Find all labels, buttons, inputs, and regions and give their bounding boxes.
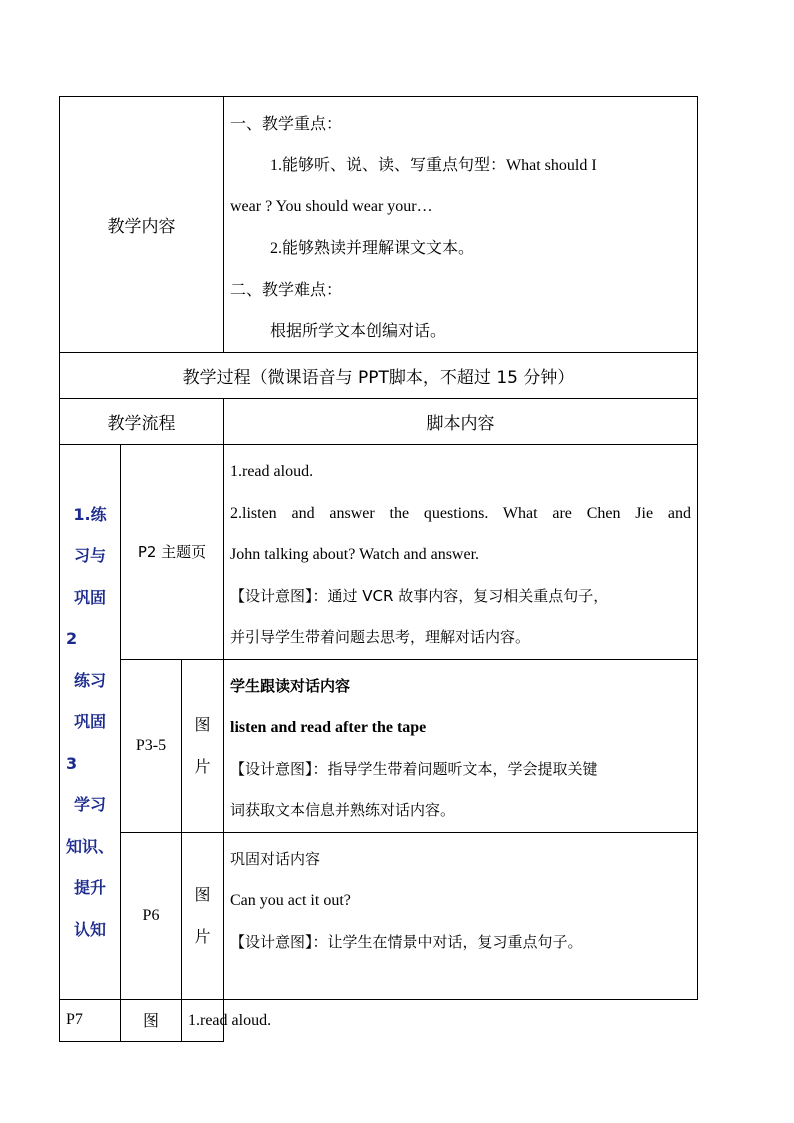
design-intent-line: 【设计意图】：指导学生带着问题听文本，学会提取关键	[230, 759, 598, 778]
script-line: 2.listen and answer the questions. What are Chen Jie and	[230, 504, 691, 522]
table-header-row	[60, 399, 698, 445]
stage-label	[60, 445, 121, 1000]
stage-line: 习与	[73, 546, 106, 565]
slide-page-label: P6	[121, 832, 182, 999]
key-point-2: 2.能够熟读并理解课文文本。	[270, 239, 475, 257]
script-line: Can you act it out?	[230, 892, 351, 909]
slide-page-label: P2 主题页	[121, 445, 224, 660]
difficulty-heading: 二、教学难点：	[230, 280, 343, 299]
script-line: 巩固对话内容	[230, 849, 321, 868]
key-points-heading: 一、教学重点：	[230, 114, 343, 133]
key-point-1: 1.能够听、说、读、写重点句型：What should I	[270, 156, 597, 174]
teaching-content-cell	[224, 97, 698, 353]
slide-row	[60, 445, 698, 660]
slide-kind-char: 图	[142, 1010, 159, 1030]
slide-script-cell	[224, 659, 698, 832]
stage-line: 3	[66, 753, 78, 773]
stage-line: 认知	[73, 919, 106, 939]
key-point-1-cont: wear ? You should wear your…	[230, 198, 433, 215]
slide-row	[60, 659, 698, 832]
slide-row	[60, 832, 698, 999]
slide-page-label: P7	[60, 999, 121, 1042]
slide-row	[60, 999, 698, 1042]
process-banner: 教学过程（微课语音与 PPT脚本，不超过 15 分钟）	[60, 353, 698, 399]
script-line: 1.read aloud.	[230, 463, 314, 480]
slide-kind-char: 图	[194, 885, 211, 904]
slide-script-cell	[224, 832, 698, 999]
slide-kind-label	[182, 659, 224, 832]
design-intent-line: 词获取文本信息并熟练对话内容。	[230, 801, 456, 819]
slide-kind-char: 片	[194, 926, 211, 946]
script-header: 脚本内容	[224, 399, 698, 445]
slide-script-cell	[182, 999, 272, 1042]
slide-kind-label	[121, 999, 182, 1042]
design-intent-line: 【设计意图】：通过 VCR 故事内容，复习相关重点句子，	[230, 586, 609, 605]
stage-line: 知识、	[65, 836, 114, 856]
teaching-content-label: 教学内容	[60, 97, 224, 353]
process-banner-row	[60, 353, 698, 399]
stage-line: 巩固	[73, 587, 106, 607]
design-intent-line: 【设计意图】：让学生在情景中对话，复习重点句子。	[230, 932, 583, 951]
flow-header: 教学流程	[60, 399, 224, 445]
stage-line: 练习	[73, 670, 106, 690]
slide-kind-char: 片	[194, 756, 211, 776]
teaching-content-row	[60, 97, 698, 353]
script-line: John talking about? Watch and answer.	[230, 546, 480, 563]
stage-line: 巩固	[73, 712, 106, 731]
script-line: 1.read aloud.	[188, 1011, 272, 1029]
lesson-plan-table	[59, 96, 698, 1042]
slide-script-cell	[224, 445, 698, 660]
script-line: 学生跟读对话内容	[230, 676, 351, 695]
stage-line: 1.练	[73, 504, 107, 524]
stage-line: 2	[66, 629, 78, 648]
difficulty-1: 根据所学文本创编对话。	[270, 322, 447, 340]
slide-kind-char: 图	[194, 715, 211, 734]
stage-line: 提升	[73, 878, 106, 897]
stage-line: 学习	[73, 795, 106, 814]
script-line: listen and read after the tape	[230, 719, 427, 736]
design-intent-line: 并引导学生带着问题去思考，理解对话内容。	[230, 628, 531, 646]
slide-page-label: P3-5	[121, 659, 182, 832]
slide-kind-label	[182, 832, 224, 999]
